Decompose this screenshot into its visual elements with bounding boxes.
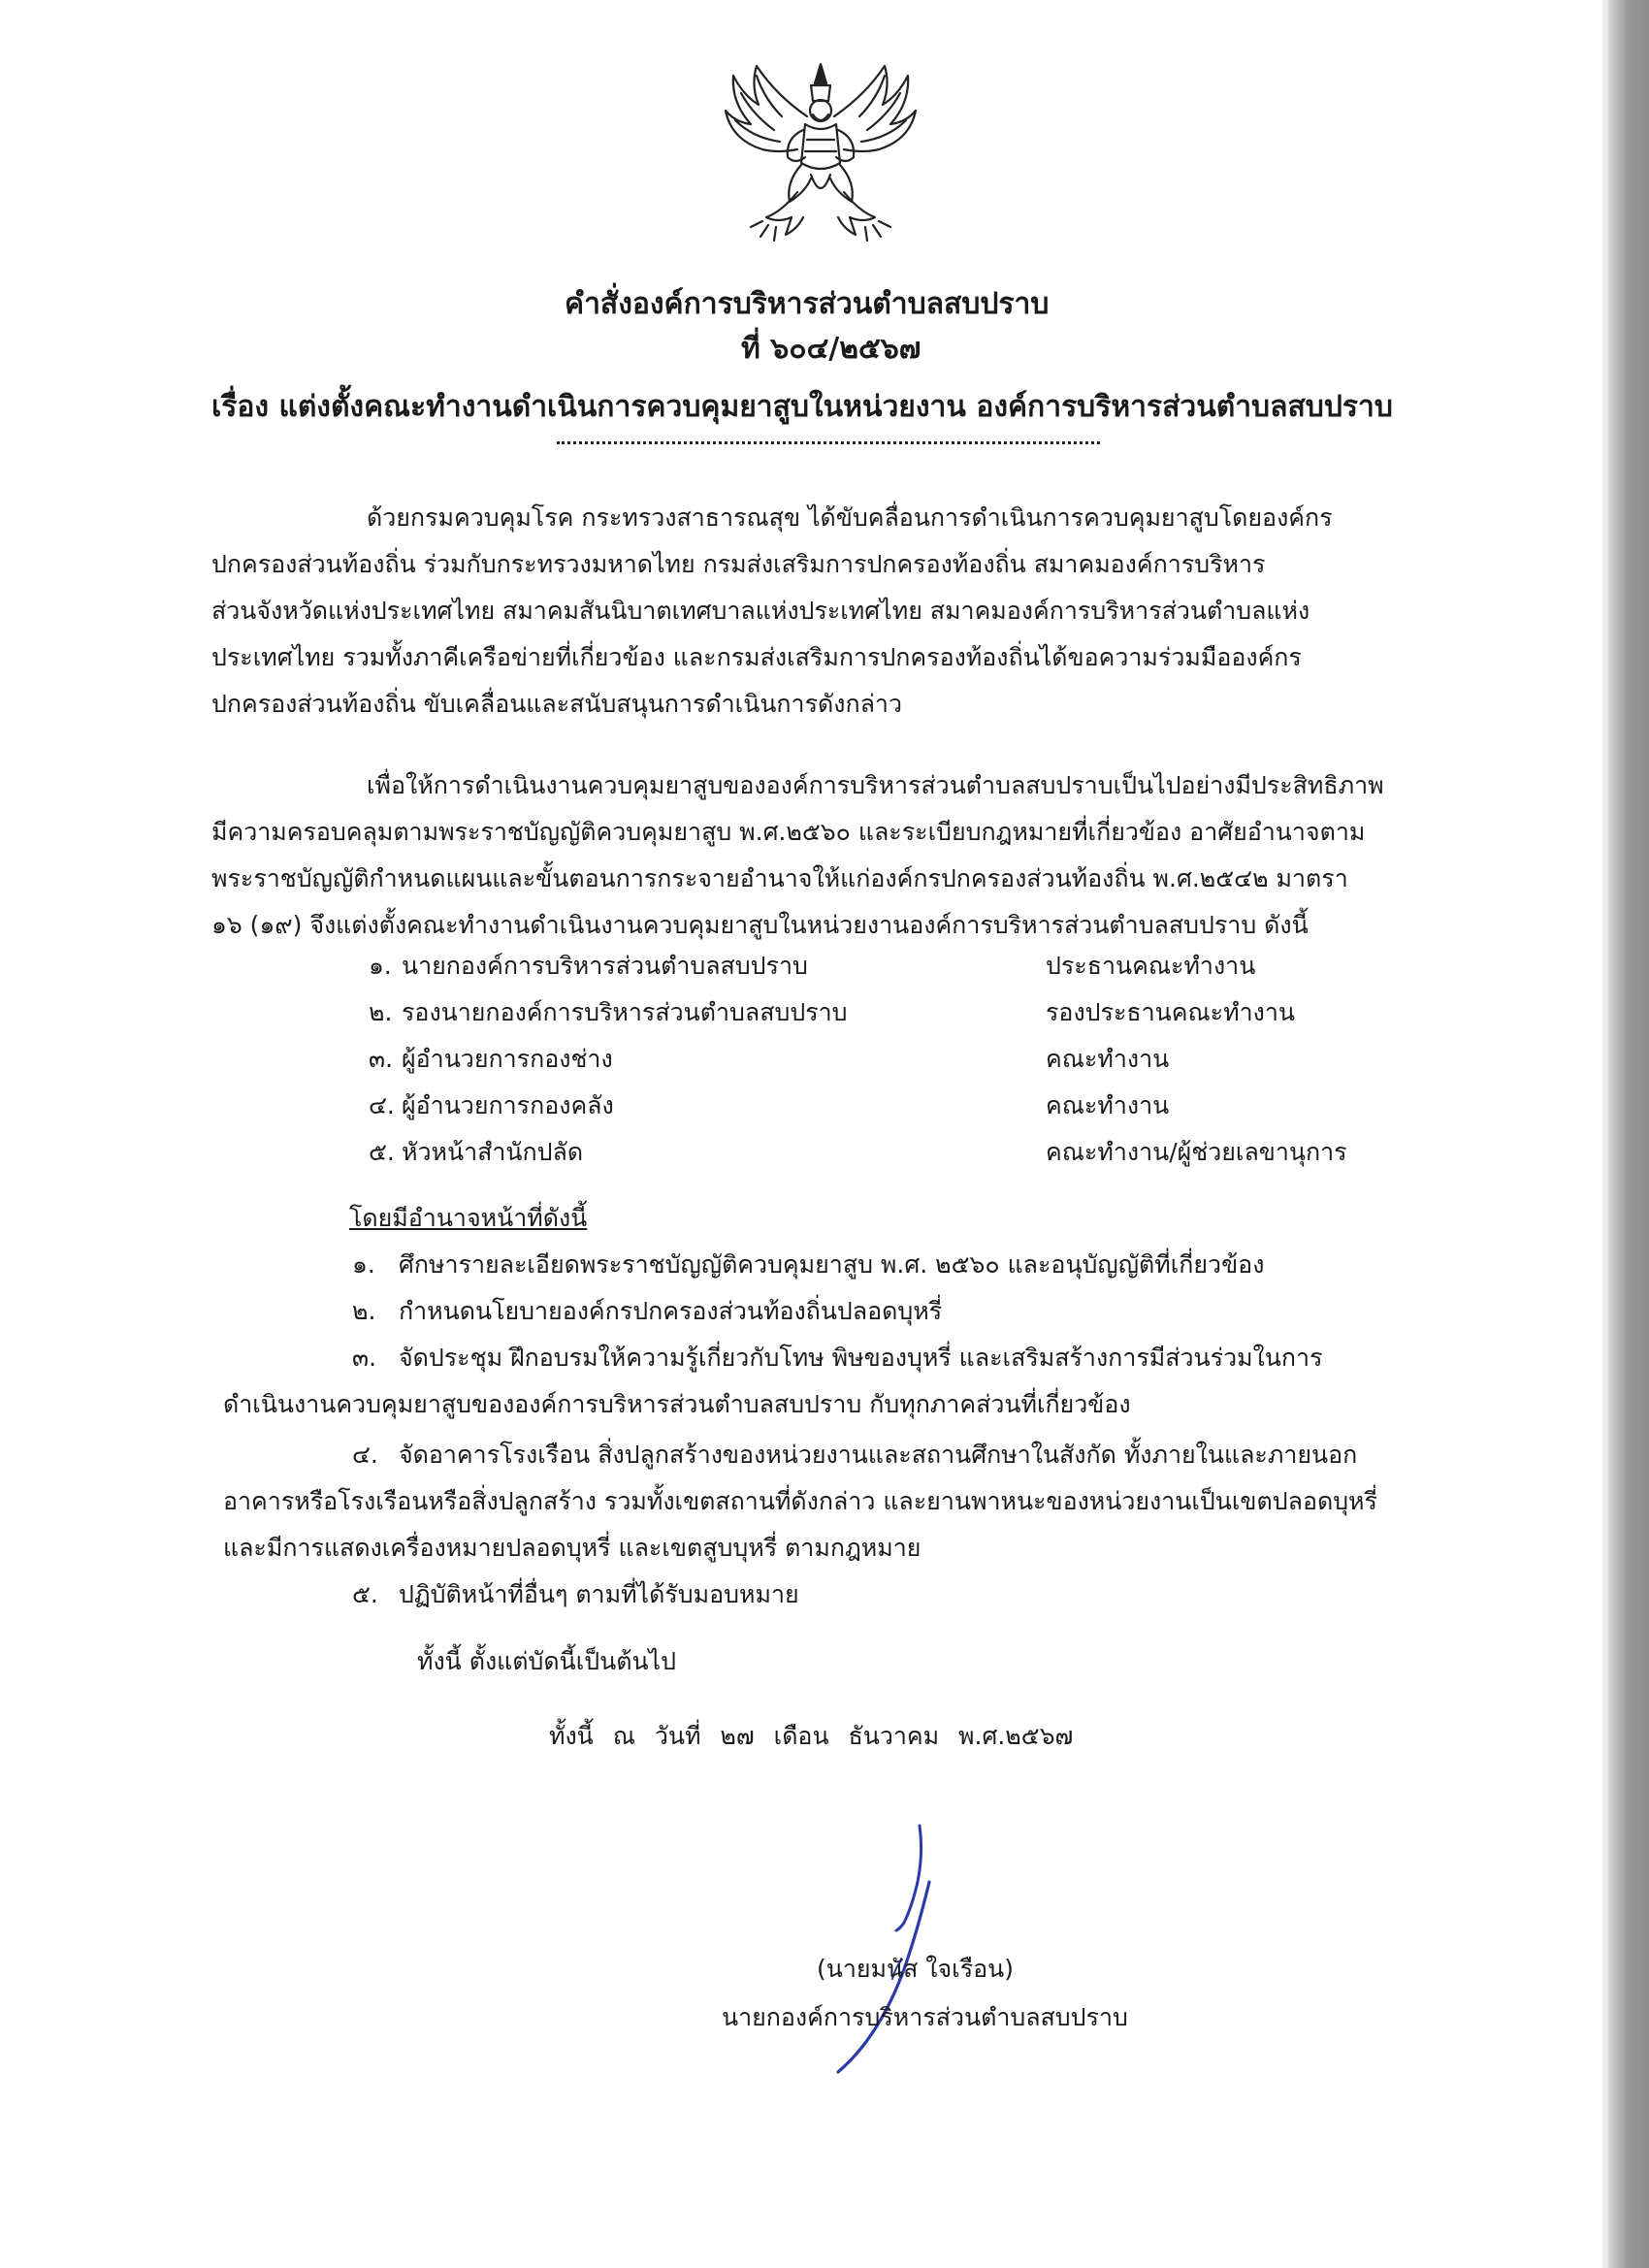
paragraph-line: เพื่อให้การดำเนินงานควบคุมยาสูบขององค์การบริหารส่วนตำบลสบปราบเป็นไปอย่างมีประสิทธิภาพ (367, 771, 1384, 799)
member-position: นายกองค์การบริหารส่วนตำบลสบปราบ (402, 952, 808, 980)
order-title: คำสั่งองค์การบริหารส่วนตำบลสบปราบ (565, 287, 1050, 321)
paragraph-line: มีความครอบคลุมตามพระราชบัญญัติควบคุมยาสูบ พ.ศ.๒๕๖๐ และระเบียบกฎหมายที่เกี่ยวข้อง อาศัยอำนาจตาม (211, 818, 1366, 846)
member-role: คณะทำงาน (1046, 1045, 1170, 1073)
member-row (369, 1133, 1436, 1180)
paragraph-line: ด้วยกรมควบคุมโรค กระทรวงสาธารณสุข ได้ขับคลื่อนการดำเนินการควบคุมยาสูบโดยองค์กร (367, 503, 1333, 532)
member-row (369, 947, 1436, 993)
member-position: ผู้อำนวยการกองช่าง (402, 1045, 613, 1073)
duty-text: กำหนดนโยบายองค์กรปกครองส่วนท้องถิ่นปลอดบุหรี่ (399, 1297, 943, 1325)
duty-text-continued: อาคารหรือโรงเรือนหรือสิ่งปลูกสร้าง รวมทั้งเขตสถานที่ดังกล่าว และยานพาหนะของหน่วยงานเป็นเขตปลอดบุหรี่ (223, 1487, 1377, 1515)
signatory-name: (นายมนัส ใจเรือน) (817, 1955, 1014, 1983)
duty-number: ๓. (352, 1344, 377, 1372)
member-role: คณะทำงาน/ผู้ช่วยเลขานุการ (1046, 1138, 1347, 1166)
member-number: ๑. (369, 952, 392, 980)
member-number: ๔. (369, 1091, 395, 1119)
member-row (369, 993, 1436, 1040)
duty-text: จัดประชุม ฝึกอบรมให้ความรู้เกี่ยวกับโทษ พิษของบุหรี่ และเสริมสร้างการมีส่วนร่วมในการ (399, 1344, 1323, 1372)
member-role: รองประธานคณะทำงาน (1046, 998, 1295, 1026)
member-list (369, 947, 1436, 1180)
duty-number: ๔. (352, 1441, 378, 1469)
duty-text: ศึกษารายละเอียดพระราชบัญญัติควบคุมยาสูบ พ.ศ. ๒๕๖๐ และอนุบัญญัติที่เกี่ยวข้อง (399, 1250, 1265, 1279)
member-number: ๕. (369, 1138, 395, 1166)
garuda-emblem-icon (718, 56, 923, 250)
duty-text: จัดอาคารโรงเรือน สิ่งปลูกสร้างของหน่วยงานและสถานศึกษาในสังกัด ทั้งภายในและภายนอก (399, 1441, 1358, 1469)
paragraph-appointment (211, 762, 1436, 949)
paragraph-line: ปกครองส่วนท้องถิ่น ขับเคลื่อนและสนับสนุนการดำเนินการดังกล่าว (211, 690, 902, 718)
member-position: ผู้อำนวยการกองคลัง (402, 1091, 614, 1119)
duty-number: ๒. (352, 1297, 376, 1325)
scan-edge (1608, 0, 1649, 2268)
member-role: ประธานคณะทำงาน (1046, 952, 1256, 980)
order-date: ทั้งนี้ ณ วันที่ ๒๗ เดือน ธันวาคม พ.ศ.๒๕๖๗ (549, 1722, 1074, 1750)
member-position: หัวหน้าสำนักปลัด (402, 1138, 584, 1166)
duty-text: ปฏิบัติหน้าที่อื่นๆ ตามที่ได้รับมอบหมาย (399, 1580, 799, 1608)
member-number: ๓. (369, 1045, 394, 1073)
member-number: ๒. (369, 998, 393, 1026)
member-row (369, 1086, 1436, 1133)
paragraph-line: ๑๖ (๑๙) จึงแต่งตั้งคณะทำงานดำเนินงานควบคุมยาสูบในหน่วยงานองค์การบริหารส่วนตำบลสบปราบ ดังนี้ (211, 911, 1309, 939)
paragraph-line: ส่วนจังหวัดแห่งประเทศไทย สมาคมสันนิบาตเทศบาลแห่งประเทศไทย สมาคมองค์การบริหารส่วนตำบลแห่ง (211, 597, 1310, 625)
dotted-divider (557, 441, 1100, 444)
paragraph-line: ปกครองส่วนท้องถิ่น ร่วมกับกระทรวงมหาดไทย กรมส่งเสริมการปกครองท้องถิ่น สมาคมองค์การบริหาร (211, 550, 1266, 578)
member-row (369, 1040, 1436, 1086)
duty-text-continued: ดำเนินงานควบคุมยาสูบขององค์การบริหารส่วนตำบลสบปราบ กับทุกภาคส่วนที่เกี่ยวข้อง (223, 1390, 1131, 1418)
order-number: ที่ ๖๐๔/๒๕๖๗ (741, 332, 922, 366)
duty-text-continued: และมีการแสดงเครื่องหมายปลอดบุหรี่ และเขตสูบบุหรี่ ตามกฎหมาย (223, 1534, 922, 1562)
signatory-title: นายกองค์การบริหารส่วนตำบลสบปราบ (722, 2003, 1128, 2031)
member-role: คณะทำงาน (1046, 1091, 1170, 1119)
paragraph-line: พระราชบัญญัติกำหนดแผนและขั้นตอนการกระจายอำนาจให้แก่องค์กรปกครองส่วนท้องถิ่น พ.ศ.๒๕๔๒ มาตรา (211, 864, 1348, 892)
member-position: รองนายกองค์การบริหารส่วนตำบลสบปราบ (402, 998, 848, 1026)
duties-heading: โดยมีอำนาจหน้าที่ดังนี้ (349, 1204, 588, 1232)
duty-number: ๑. (352, 1250, 375, 1279)
paragraph-line: ประเทศไทย รวมทั้งภาคีเครือข่ายที่เกี่ยวข้อง และกรมส่งเสริมการปกครองท้องถิ่นได้ขอความร่วมมือองค์กร (211, 643, 1302, 671)
duty-number: ๕. (352, 1580, 378, 1608)
effective-statement: ทั้งนี้ ตั้งแต่บัดนี้เป็นต้นไป (417, 1647, 676, 1675)
paragraph-background (211, 495, 1436, 728)
order-subject: เรื่อง แต่งตั้งคณะทำงานดำเนินการควบคุมยาสูบในหน่วยงาน องค์การบริหารส่วนตำบลสบปราบ (211, 390, 1393, 424)
